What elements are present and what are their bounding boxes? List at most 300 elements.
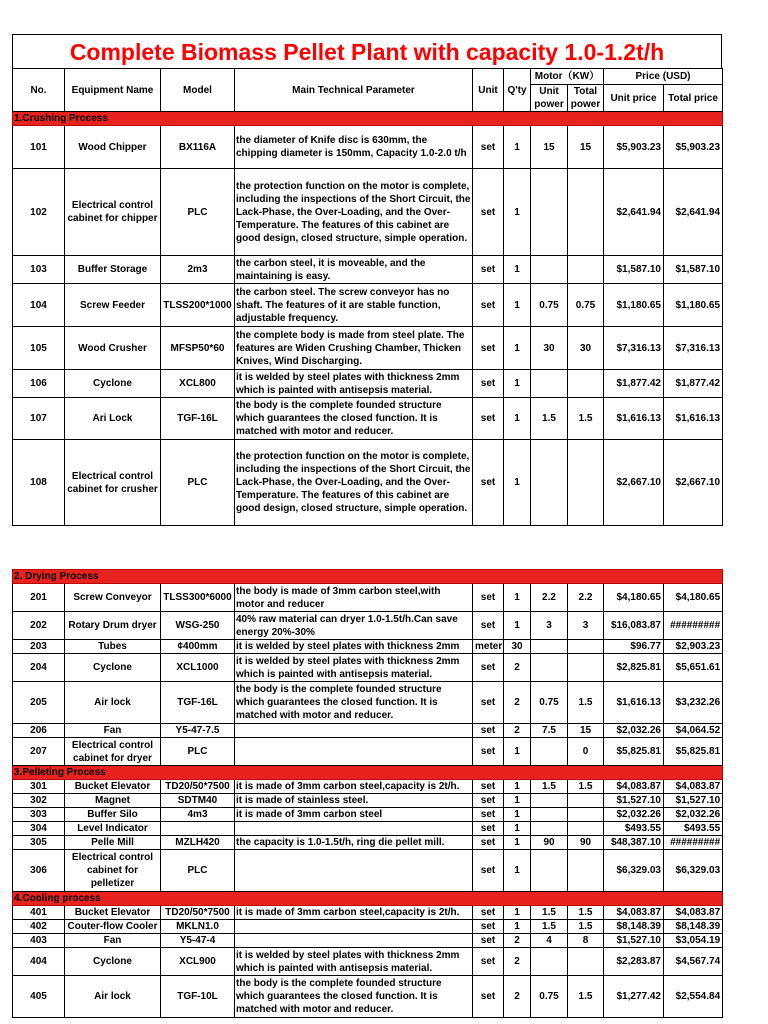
cell-unit-price: $2,667.10 (604, 440, 664, 526)
cell-unit: set (473, 822, 504, 836)
cell-equipment-name: Buffer Silo (65, 808, 161, 822)
cell-unit-price: $5,903.23 (604, 126, 664, 169)
cell-unit-price: $1,587.10 (604, 256, 664, 284)
section-title: 1.Crushing Process (13, 112, 723, 126)
cell-total-price: $1,877.42 (664, 370, 723, 398)
table-row (13, 327, 723, 370)
cell-equipment-name: Bucket Elevator (65, 906, 161, 920)
cell-parameter: it is welded by steel plates with thickness 2mm (235, 640, 473, 654)
table-row (13, 920, 723, 934)
cell-total-power: 2.2 (568, 584, 604, 612)
cell-no: 204 (13, 654, 65, 682)
cell-qty: 1 (504, 822, 531, 836)
header-total-power: Total power (568, 85, 604, 112)
cell-total-power (568, 948, 604, 976)
table-row (13, 682, 723, 724)
cell-total-price: $5,825.81 (664, 738, 723, 766)
cell-unit-power: 1.5 (531, 398, 568, 440)
cell-model: MFSP50*60 (161, 327, 235, 370)
section-title: 4.Cooling process (13, 892, 723, 906)
table-row (13, 850, 723, 892)
cell-unit-price: $1,527.10 (604, 934, 664, 948)
header-unit: Unit (473, 69, 504, 112)
cell-unit-price: $1,180.65 (604, 284, 664, 327)
cell-equipment-name: Cyclone (65, 370, 161, 398)
cell-no: 203 (13, 640, 65, 654)
cell-parameter: the body is the complete founded structure which guarantees the closed function. It is matched with motor and reducer. (235, 976, 473, 1018)
cell-unit: set (473, 850, 504, 892)
cell-model: BX116A (161, 126, 235, 169)
cell-total-power (568, 640, 604, 654)
cell-qty: 1 (504, 327, 531, 370)
cell-equipment-name: Air lock (65, 682, 161, 724)
table-row (13, 370, 723, 398)
header-total-price: Total price (664, 85, 723, 112)
cell-total-price: $4,180.65 (664, 584, 723, 612)
cell-equipment-name: Cyclone (65, 654, 161, 682)
cell-unit-price: $2,641.94 (604, 169, 664, 256)
cell-parameter: the protection function on the motor is complete, including the inspections of the Short Circuit, the Lack-Phase, the Over-Loading, and the Over-Temperature. The features of this cabinet are good design, closed structure, simple operation. (235, 169, 473, 256)
cell-total-price: $493.55 (664, 822, 723, 836)
cell-unit-power (531, 169, 568, 256)
table-row (13, 934, 723, 948)
cell-total-power: 30 (568, 327, 604, 370)
cell-unit-power (531, 370, 568, 398)
header-model: Model (161, 69, 235, 112)
cell-model: PLC (161, 850, 235, 892)
cell-equipment-name: Magnet (65, 794, 161, 808)
cell-unit-power: 1.5 (531, 920, 568, 934)
cell-no: 207 (13, 738, 65, 766)
cell-no: 102 (13, 169, 65, 256)
section-title: 3.Pelleting Process (13, 766, 723, 780)
cell-total-price: $2,903.23 (664, 640, 723, 654)
cell-unit-price: $1,277.42 (604, 976, 664, 1018)
cell-equipment-name: Wood Chipper (65, 126, 161, 169)
cell-total-price: $1,180.65 (664, 284, 723, 327)
table-row (13, 169, 723, 256)
cell-total-price: $8,148.39 (664, 920, 723, 934)
cell-model: PLC (161, 169, 235, 256)
cell-parameter (235, 822, 473, 836)
cell-parameter: it is made of 3mm carbon steel,capacity is 2t/h. (235, 780, 473, 794)
cell-unit-price: $4,180.65 (604, 584, 664, 612)
section-title: 2. Drying Process (13, 570, 723, 584)
cell-total-price: $2,554.84 (664, 976, 723, 1018)
cell-total-power (568, 370, 604, 398)
cell-unit-power (531, 440, 568, 526)
cell-unit: meter (473, 640, 504, 654)
cell-total-price: $5,903.23 (664, 126, 723, 169)
cell-parameter (235, 920, 473, 934)
cell-qty: 2 (504, 724, 531, 738)
table-row (13, 906, 723, 920)
cell-no: 402 (13, 920, 65, 934)
cell-no: 108 (13, 440, 65, 526)
table-row (13, 948, 723, 976)
cell-no: 304 (13, 822, 65, 836)
cell-model: TLSS300*6000 (161, 584, 235, 612)
cell-model: Y5-47-4 (161, 934, 235, 948)
table-row (13, 398, 723, 440)
cell-unit: set (473, 256, 504, 284)
section-row (13, 570, 723, 584)
cell-qty: 2 (504, 934, 531, 948)
cell-total-power: 15 (568, 126, 604, 169)
cell-equipment-name: Buffer Storage (65, 256, 161, 284)
cell-no: 305 (13, 836, 65, 850)
table-row (13, 612, 723, 640)
cell-qty: 1 (504, 440, 531, 526)
cell-model: XCL900 (161, 948, 235, 976)
cell-unit-price: $7,316.13 (604, 327, 664, 370)
cell-total-power (568, 794, 604, 808)
cell-unit-power: 0.75 (531, 284, 568, 327)
cell-unit-price: $2,283.87 (604, 948, 664, 976)
cell-total-price: $4,064.52 (664, 724, 723, 738)
cell-qty: 2 (504, 976, 531, 1018)
cell-total-power (568, 822, 604, 836)
cell-no: 107 (13, 398, 65, 440)
cell-unit-price: $96.77 (604, 640, 664, 654)
cell-unit: set (473, 780, 504, 794)
cell-total-power (568, 654, 604, 682)
cell-no: 105 (13, 327, 65, 370)
cell-total-price: $4,083.87 (664, 780, 723, 794)
cell-total-power (568, 808, 604, 822)
header-no: No. (13, 69, 65, 112)
cell-unit-power: 90 (531, 836, 568, 850)
cell-unit: set (473, 724, 504, 738)
cell-parameter: the body is the complete founded structure which guarantees the closed function. It is matched with motor and reducer. (235, 682, 473, 724)
cell-no: 202 (13, 612, 65, 640)
cell-unit-power: 15 (531, 126, 568, 169)
cell-equipment-name: Tubes (65, 640, 161, 654)
cell-total-price: $1,616.13 (664, 398, 723, 440)
cell-model: XCL800 (161, 370, 235, 398)
cell-unit-price: $8,148.39 (604, 920, 664, 934)
section-row (13, 112, 723, 126)
cell-model (161, 822, 235, 836)
header-param: Main Technical Parameter (235, 69, 473, 112)
cell-total-price: $2,667.10 (664, 440, 723, 526)
cell-total-price: $1,587.10 (664, 256, 723, 284)
cell-model: 2m3 (161, 256, 235, 284)
cell-parameter: it is welded by steel plates with thickness 2mm which is painted with antisepsis material. (235, 948, 473, 976)
cell-unit-power: 0.75 (531, 682, 568, 724)
cell-unit-power (531, 794, 568, 808)
cell-total-power (568, 440, 604, 526)
cell-no: 104 (13, 284, 65, 327)
cell-total-price: ######### (664, 612, 723, 640)
cell-equipment-name: Level Indicator (65, 822, 161, 836)
cell-total-power: 0 (568, 738, 604, 766)
cell-model: TGF-16L (161, 398, 235, 440)
cell-unit-price: $6,329.03 (604, 850, 664, 892)
cell-model: TGF-10L (161, 976, 235, 1018)
cell-parameter: the diameter of Knife disc is 630mm, the chipping diameter is 150mm, Capacity 1.0-2.0 t/h (235, 126, 473, 169)
table-crushing (12, 68, 723, 526)
cell-model: Y5-47-7.5 (161, 724, 235, 738)
cell-unit: set (473, 920, 504, 934)
cell-no: 403 (13, 934, 65, 948)
cell-no: 404 (13, 948, 65, 976)
cell-unit: set (473, 398, 504, 440)
cell-unit: set (473, 738, 504, 766)
table-row (13, 794, 723, 808)
cell-equipment-name: Screw Conveyor (65, 584, 161, 612)
header-unit-power: Unit power (531, 85, 568, 112)
cell-model: PLC (161, 440, 235, 526)
cell-unit-power: 2.2 (531, 584, 568, 612)
cell-total-power: 15 (568, 724, 604, 738)
cell-qty: 1 (504, 906, 531, 920)
cell-qty: 1 (504, 398, 531, 440)
cell-unit-power (531, 822, 568, 836)
cell-unit-power (531, 654, 568, 682)
cell-equipment-name: Bucket Elevator (65, 780, 161, 794)
cell-total-power: 8 (568, 934, 604, 948)
cell-equipment-name: Wood Crusher (65, 327, 161, 370)
cell-unit-power: 4 (531, 934, 568, 948)
cell-equipment-name: Ari Lock (65, 398, 161, 440)
cell-qty: 2 (504, 682, 531, 724)
cell-total-power (568, 850, 604, 892)
cell-total-price: ######### (664, 836, 723, 850)
cell-total-price: $4,567.74 (664, 948, 723, 976)
cell-equipment-name: Electrical control cabinet for pelletizer (65, 850, 161, 892)
cell-parameter: it is made of 3mm carbon steel,capacity is 2t/h. (235, 906, 473, 920)
cell-model: MZLH420 (161, 836, 235, 850)
cell-parameter: 40% raw material can dryer 1.0-1.5t/h.Can save energy 20%-30% (235, 612, 473, 640)
cell-no: 106 (13, 370, 65, 398)
cell-qty: 30 (504, 640, 531, 654)
cell-unit: set (473, 169, 504, 256)
cell-model: SDTM40 (161, 794, 235, 808)
cell-total-power: 1.5 (568, 780, 604, 794)
cell-unit-price: $1,527.10 (604, 794, 664, 808)
cell-unit-price: $1,616.13 (604, 682, 664, 724)
cell-qty: 1 (504, 850, 531, 892)
cell-parameter: it is made of 3mm carbon steel (235, 808, 473, 822)
cell-total-price: $3,054.19 (664, 934, 723, 948)
table-row (13, 724, 723, 738)
cell-total-power: 90 (568, 836, 604, 850)
cell-model: WSG-250 (161, 612, 235, 640)
table-row (13, 738, 723, 766)
header-name: Equipment Name (65, 69, 161, 112)
cell-equipment-name: Fan (65, 934, 161, 948)
cell-unit: set (473, 934, 504, 948)
cell-equipment-name: Cyclone (65, 948, 161, 976)
cell-total-power (568, 169, 604, 256)
cell-model: MKLN1.0 (161, 920, 235, 934)
cell-unit-price: $48,387.10 (604, 836, 664, 850)
cell-qty: 1 (504, 738, 531, 766)
cell-unit-price: $16,083.87 (604, 612, 664, 640)
cell-unit-power (531, 808, 568, 822)
cell-parameter: it is welded by steel plates with thickness 2mm which is painted with antisepsis material. (235, 654, 473, 682)
cell-unit: set (473, 794, 504, 808)
cell-unit-power: 1.5 (531, 780, 568, 794)
cell-equipment-name: Rotary Drum dryer (65, 612, 161, 640)
cell-no: 206 (13, 724, 65, 738)
cell-unit-price: $2,825.81 (604, 654, 664, 682)
cell-unit: set (473, 654, 504, 682)
cell-total-power: 3 (568, 612, 604, 640)
cell-total-power: 1.5 (568, 920, 604, 934)
cell-unit: set (473, 808, 504, 822)
cell-parameter (235, 934, 473, 948)
cell-qty: 2 (504, 948, 531, 976)
cell-parameter: it is welded by steel plates with thickness 2mm which is painted with antisepsis material. (235, 370, 473, 398)
table-row (13, 440, 723, 526)
cell-qty: 2 (504, 654, 531, 682)
cell-equipment-name: Electrical control cabinet for dryer (65, 738, 161, 766)
cell-unit: set (473, 948, 504, 976)
cell-unit-power: 3 (531, 612, 568, 640)
cell-unit-power: 1.5 (531, 906, 568, 920)
cell-no: 301 (13, 780, 65, 794)
cell-qty: 1 (504, 612, 531, 640)
cell-equipment-name: Screw Feeder (65, 284, 161, 327)
cell-qty: 1 (504, 256, 531, 284)
section-row (13, 766, 723, 780)
cell-unit-price: $4,083.87 (604, 906, 664, 920)
cell-unit-power (531, 256, 568, 284)
table-row (13, 654, 723, 682)
cell-qty: 1 (504, 780, 531, 794)
cell-qty: 1 (504, 920, 531, 934)
table-row (13, 126, 723, 169)
cell-equipment-name: Electrical control cabinet for crusher (65, 440, 161, 526)
cell-unit: set (473, 370, 504, 398)
header-row-1 (13, 69, 723, 85)
cell-unit: set (473, 976, 504, 1018)
cell-parameter (235, 724, 473, 738)
cell-unit-power: 0.75 (531, 976, 568, 1018)
equipment-table-1 (12, 68, 722, 526)
section-row (13, 892, 723, 906)
cell-equipment-name: Pelle Mill (65, 836, 161, 850)
header-price: Price (USD) (604, 69, 723, 85)
cell-parameter: the capacity is 1.0-1.5t/h, ring die pellet mill. (235, 836, 473, 850)
equipment-table-2 (12, 569, 723, 1018)
header-unit-price: Unit price (604, 85, 664, 112)
cell-model: TD20/50*7500 (161, 780, 235, 794)
cell-no: 401 (13, 906, 65, 920)
cell-model: 4m3 (161, 808, 235, 822)
cell-equipment-name: Electrical control cabinet for chipper (65, 169, 161, 256)
cell-unit: set (473, 327, 504, 370)
table-row (13, 822, 723, 836)
cell-no: 306 (13, 850, 65, 892)
cell-qty: 1 (504, 284, 531, 327)
cell-parameter: the body is the complete founded structure which guarantees the closed function. It is matched with motor and reducer. (235, 398, 473, 440)
page-title: Complete Biomass Pellet Plant with capacity 1.0-1.2t/h (12, 34, 722, 68)
cell-equipment-name: Fan (65, 724, 161, 738)
cell-parameter: it is made of stainless steel. (235, 794, 473, 808)
cell-equipment-name: Air lock (65, 976, 161, 1018)
cell-model: PLC (161, 738, 235, 766)
cell-total-power: 1.5 (568, 976, 604, 1018)
header-qty: Q'ty (504, 69, 531, 112)
table-row (13, 976, 723, 1018)
cell-total-power: 1.5 (568, 682, 604, 724)
cell-parameter: the carbon steel. The screw conveyor has no shaft. The features of it are stable function, adjustable frequency. (235, 284, 473, 327)
cell-total-price: $2,641.94 (664, 169, 723, 256)
cell-unit: set (473, 836, 504, 850)
cell-unit-power (531, 850, 568, 892)
cell-no: 303 (13, 808, 65, 822)
cell-qty: 1 (504, 584, 531, 612)
cell-parameter (235, 738, 473, 766)
table-row (13, 284, 723, 327)
cell-parameter (235, 850, 473, 892)
cell-unit-price: $1,616.13 (604, 398, 664, 440)
table-row (13, 780, 723, 794)
cell-total-power: 0.75 (568, 284, 604, 327)
cell-no: 302 (13, 794, 65, 808)
cell-total-price: $7,316.13 (664, 327, 723, 370)
cell-total-price: $4,083.87 (664, 906, 723, 920)
cell-unit-power: 7.5 (531, 724, 568, 738)
table-row (13, 640, 723, 654)
cell-unit: set (473, 284, 504, 327)
cell-total-price: $3,232.26 (664, 682, 723, 724)
cell-no: 101 (13, 126, 65, 169)
cell-total-power: 1.5 (568, 906, 604, 920)
cell-equipment-name: Couter-flow Cooler (65, 920, 161, 934)
cell-total-power (568, 256, 604, 284)
cell-no: 405 (13, 976, 65, 1018)
cell-qty: 1 (504, 794, 531, 808)
cell-unit-price: $5,825.81 (604, 738, 664, 766)
table-row (13, 836, 723, 850)
cell-qty: 1 (504, 169, 531, 256)
table-row (13, 584, 723, 612)
header-motor: Motor（KW） (531, 69, 604, 85)
table-drying-pelleting-cooling (12, 569, 723, 1018)
cell-unit: set (473, 440, 504, 526)
cell-unit-price: $493.55 (604, 822, 664, 836)
cell-total-price: $2,032.26 (664, 808, 723, 822)
cell-parameter: the carbon steel, it is moveable, and the maintaining is easy. (235, 256, 473, 284)
cell-unit: set (473, 906, 504, 920)
cell-unit: set (473, 612, 504, 640)
cell-unit-price: $2,032.26 (604, 724, 664, 738)
cell-unit: set (473, 682, 504, 724)
cell-model: TGF-16L (161, 682, 235, 724)
cell-unit-power (531, 948, 568, 976)
cell-no: 201 (13, 584, 65, 612)
table-row (13, 808, 723, 822)
cell-unit-price: $4,083.87 (604, 780, 664, 794)
cell-model: TD20/50*7500 (161, 906, 235, 920)
cell-unit-power (531, 738, 568, 766)
cell-no: 103 (13, 256, 65, 284)
table-row (13, 256, 723, 284)
cell-total-power: 1.5 (568, 398, 604, 440)
cell-parameter: the complete body is made from steel plate. The features are Widen Crushing Chamber, Thicken Knives, Wind Discharging. (235, 327, 473, 370)
cell-qty: 1 (504, 808, 531, 822)
cell-qty: 1 (504, 836, 531, 850)
cell-unit-power: 30 (531, 327, 568, 370)
cell-qty: 1 (504, 370, 531, 398)
cell-unit: set (473, 126, 504, 169)
cell-unit-power (531, 640, 568, 654)
cell-qty: 1 (504, 126, 531, 169)
